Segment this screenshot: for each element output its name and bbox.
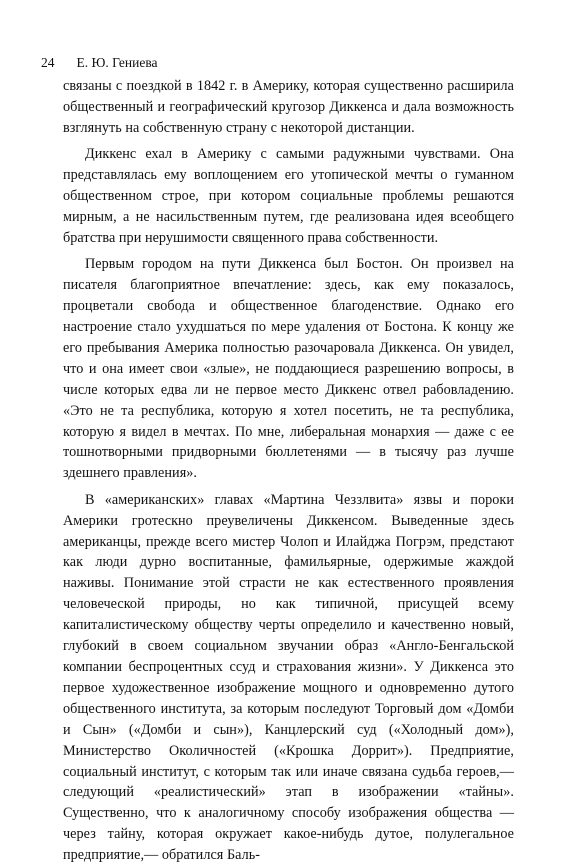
paragraph-3: Первым городом на пути Диккенса был Бостон. Он произвел на писателя благоприятное впечатление: здесь, как ему показалось, процветали свобода и общественное благоденствие. Однако его настроение стало ухудшаться по мере удаления от Бостона. К концу же его пребывания Америка полностью разочаровала Диккенса. Он увидел, что и она имеет свои «злые», не поддающиеся разрешению вопросы, в числе которых едва ли не первое место Диккенс отвел рабовладению. «Это не та республика, которую я хотел посетить, не та республика, которую я видел в мечтах. По мне, либеральная монархия — даже с ее тошнотворными придворными бюллетенями — в тысячу раз лучше здешнего правления». [63,256,514,482]
running-header-author: Е. Ю. Гениева [76,55,158,70]
paragraph-1: связаны с поездкой в 1842 г. в Америку, которая существенно расширила общественный и географический кругозор Диккенса и дала возможность взглянуть на собственную страну с некоторой дистанции. [63,78,514,136]
paragraph-4: В «американских» главах «Мартина Чеззлвита» язвы и пороки Америки гротескно преувеличены Диккенсом. Выведенные здесь американцы, прежде всего мистер Чолоп и Илайджа Погрэм, предстают как люди дурно воспитанные, фамильярные, одержимые жаждой наживы. Понимание этой страсти не как естественного проявления человеческой природы, но как типичной, присущей всему капиталистическому обществу черты определило и качественно новый, глубокий в своем социальном звучании образ «Англо-Бенгальской компании беспроцентных ссуд и страхования жизни». У Диккенса это первое художественное изображение мощного и одновременно дутого общественного института, за которым последуют Торговый дом «Домби и Сын» («Домби и сын»), Канцлерский суд («Холодный дом»), Министерство Околичностей («Крошка Доррит»). Предприятие, социальный институт, с которым так или иначе связана судьба героев,— следующий «реалистический» этап в изображении «тайны». Существенно, что к аналогичному способу изображения общества — через тайну, которая окружает какое-нибудь дутое, полулегальное предприятие,— обратился Баль- [63,491,514,864]
page-number: 24 [41,55,55,70]
running-header [41,55,158,71]
paragraph-2: Диккенс ехал в Америку с самыми радужными чувствами. Она представлялась ему воплощением его утопической мечты о гуманном общественном строе, при котором социальные проблемы решаются мирным, а не насильственным путем, где реализована идея всеобщего братства при нерушимости священного права собственности. [63,146,514,246]
body-text [63,76,514,866]
